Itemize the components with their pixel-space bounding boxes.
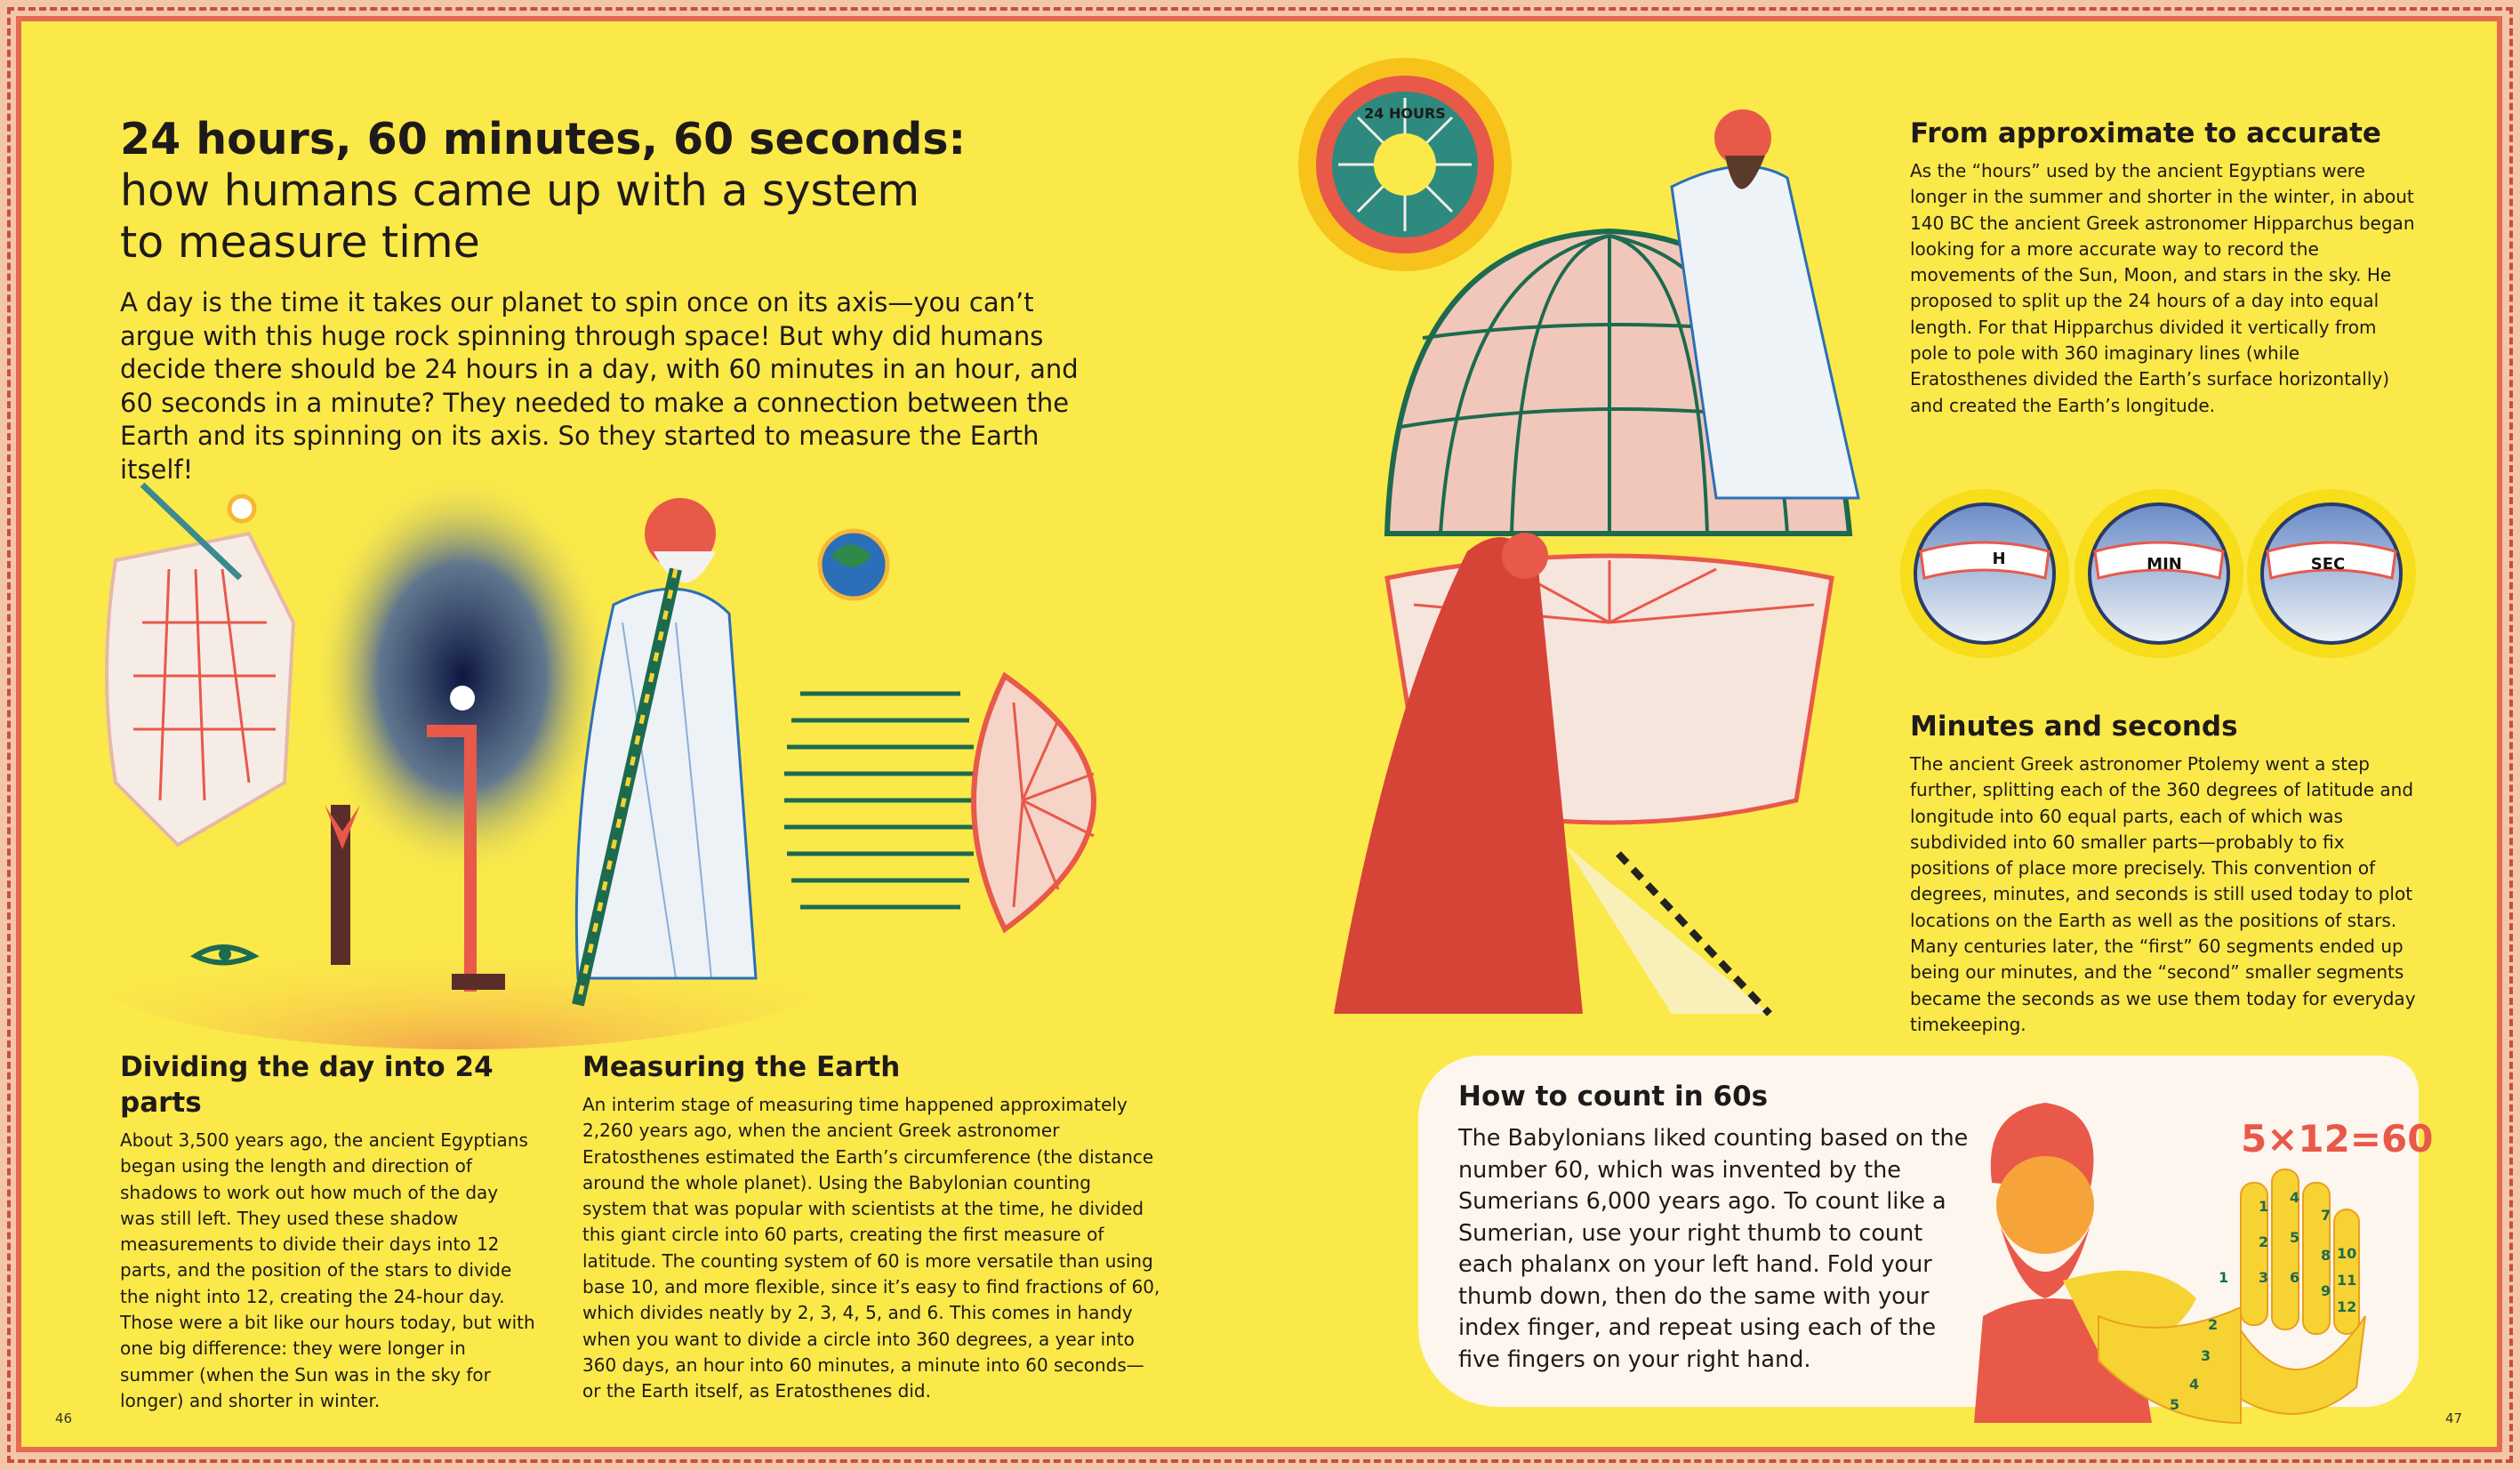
section-heading: Measuring the Earth [582, 1051, 901, 1083]
section-count [1458, 1079, 1974, 1376]
section-body: An interim stage of measuring time happened approximately 2,260 years ago, when the ancient Greek astronomer Eratosthenes estimated the Earth’s circumference (the distance around the whole planet). Using the Babylonian counting system that was popular with scientists at the time, he divided this giant circle into 60 parts, creating the first measure of latitude. The counting system of 60 is more versatile than using base 10, and more flexible, since it’s easy to find fractions of 60, which divides neatly by 2, 3, 4, 5, and 6. This comes in handy when you want to divide a circle into 360 degrees, a year into 360 days, an hour into 60 minutes, a minute into 60 seconds—or the Earth itself, as Eratosthenes did. [582, 1094, 1160, 1402]
section-body: About 3,500 years ago, the ancient Egyptians began using the length and direction of shadows to work out how much of the day was still left. They used these shadow measurements to divide their days into 12 parts, and the position of the stars to divide the night into 12, creating the 24-hour day. Those were a bit like our hours today, but with one big difference: they were longer in summer (when the Sun was in the sky for longer) and shorter in winter. [120, 1129, 535, 1411]
finger-number-5: 5 [2290, 1229, 2300, 1246]
finger-number-7: 7 [2321, 1207, 2331, 1224]
equation: 5×12=60 [2241, 1117, 2434, 1161]
subtitle-line-2: to measure time [120, 217, 480, 268]
section-dividing [120, 1049, 538, 1414]
thumb-number-3: 3 [2201, 1347, 2211, 1364]
section-body: As the “hours” used by the ancient Egyptians were longer in the summer and shorter in the winter, in about 140 BC the ancient Greek astronomer Hipparchus began looking for a more accurate way to record the movements of the Sun, Moon, and stars in the sky. He proposed to split up the 24 hours of a day into equal length. For that Hipparchus divided it vertically from pole to pole with 360 imaginary lines (while Eratosthenes divided the Earth’s surface horizontally) and created the Earth’s longitude. [1910, 160, 2415, 416]
thumb-number-4: 4 [2189, 1376, 2200, 1393]
thumb-number-1: 1 [2219, 1269, 2229, 1286]
badge-24-hours: 24 HOURS [1364, 105, 1446, 122]
lens-label-h: H [1992, 550, 2006, 568]
finger-number-12: 12 [2337, 1298, 2357, 1315]
section-body: The ancient Greek astronomer Ptolemy went a step further, splitting each of the 360 degrees of latitude and longitude into 60 equal parts, each of which was subdivided into 60 smaller parts—probably to fix positions of place more precisely. This convention of degrees, minutes, and seconds is still used today to plot locations on the Earth as well as the positions of stars. Many centuries later, the “first” 60 segments ended up being our minutes, and the “second” smaller segments became the seconds as we use them today for everyday timekeeping. [1910, 753, 2416, 1035]
finger-number-9: 9 [2321, 1282, 2331, 1299]
page-title: 24 hours, 60 minutes, 60 seconds: [120, 114, 967, 165]
section-heading: From approximate to accurate [1910, 117, 2381, 149]
subtitle-line-1: how humans came up with a system [120, 165, 920, 216]
section-body: The Babylonians liked counting based on the number 60, which was invented by the Sumerians 6,000 years ago. To count like a Sumerian, use your right thumb to count each phalanx on your left hand. Fold your thumb down, then do the same with your index finger, and repeat using each of the five fingers on your right hand. [1458, 1125, 1969, 1373]
intro-paragraph: A day is the time it takes our planet to spin once on its axis—you can’t argue with this huge rock spinning through space! But why did humans decide there should be 24 hours in a day, with 60 minutes in an hour, and 60 seconds in a minute? They needed to make a connection between the Earth and its spinning on its axis. So they started to measure the Earth itself! [120, 287, 1079, 485]
finger-number-10: 10 [2337, 1245, 2357, 1262]
finger-number-6: 6 [2290, 1269, 2300, 1286]
section-heading: How to count in 60s [1458, 1080, 1769, 1113]
section-approximate [1910, 116, 2417, 419]
finger-number-8: 8 [2321, 1247, 2331, 1264]
section-minutes [1910, 709, 2417, 1038]
section-measuring [582, 1049, 1160, 1405]
thumb-number-2: 2 [2208, 1316, 2219, 1333]
thumb-number-5: 5 [2170, 1396, 2180, 1413]
page-number-left: 46 [55, 1410, 73, 1426]
finger-number-2: 2 [2259, 1233, 2269, 1250]
page-number-right: 47 [2445, 1410, 2463, 1426]
section-heading: Minutes and seconds [1910, 711, 2238, 743]
finger-number-3: 3 [2259, 1269, 2269, 1286]
finger-number-1: 1 [2259, 1198, 2269, 1215]
lens-label-sec: SEC [2310, 555, 2346, 574]
section-heading: Dividing the day into 24 parts [120, 1051, 494, 1119]
page-subtitle [120, 165, 920, 269]
finger-number-11: 11 [2337, 1272, 2357, 1289]
finger-number-4: 4 [2290, 1189, 2300, 1206]
lens-label-min: MIN [2147, 555, 2182, 574]
